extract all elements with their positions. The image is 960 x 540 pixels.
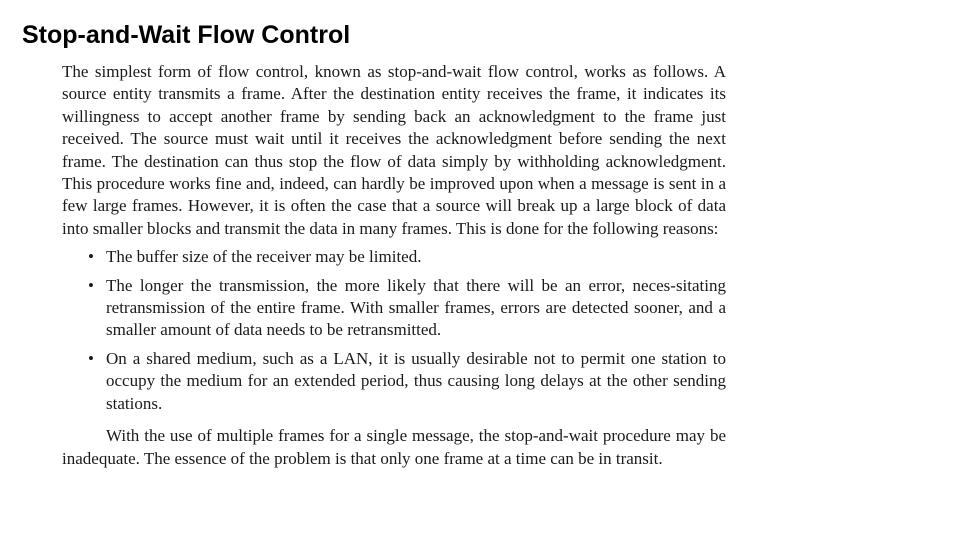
bullet-marker: • bbox=[88, 247, 94, 267]
list-item bbox=[62, 348, 726, 415]
closing-paragraph: With the use of multiple frames for a single message, the stop-and-wait procedure may be inadequate. The essence of the problem is that only one frame at a time can be in transit. bbox=[62, 426, 726, 468]
slide-title: Stop-and-Wait Flow Control bbox=[22, 21, 351, 49]
reasons-list bbox=[62, 246, 726, 415]
list-item bbox=[62, 246, 726, 268]
list-item bbox=[62, 275, 726, 342]
list-item-text: The buffer size of the receiver may be limited. bbox=[106, 247, 422, 267]
bullet-marker: • bbox=[88, 275, 94, 295]
bullet-marker: • bbox=[88, 348, 94, 368]
scanned-text-excerpt bbox=[62, 61, 726, 470]
list-item-text: On a shared medium, such as a LAN, it is usually desirable not to permit one station to occupy the medium for an extended period, thus causing long delays at the other sending stations. bbox=[106, 348, 726, 413]
list-item-text: The longer the transmission, the more likely that there will be an error, neces-sitating retransmission of the entire frame. With smaller frames, errors are detected sooner, and a smaller amount of data needs to be retransmitted. bbox=[106, 275, 726, 340]
intro-paragraph: The simplest form of flow control, known as stop-and-wait flow control, works as follows. A source entity transmits a frame. After the destination entity receives the frame, it indicates its willingness to accept another frame by sending back an acknowledgment to the frame just received. The source must wait until it receives the acknowledgment before sending the next frame. The destination can thus stop the flow of data simply by withholding acknowledgment. This procedure works fine and, indeed, can hardly be improved upon when a message is sent in a few large frames. However, it is often the case that a source will break up a large block of data into smaller blocks and transmit the data in many frames. This is done for the following reasons: bbox=[62, 62, 726, 238]
